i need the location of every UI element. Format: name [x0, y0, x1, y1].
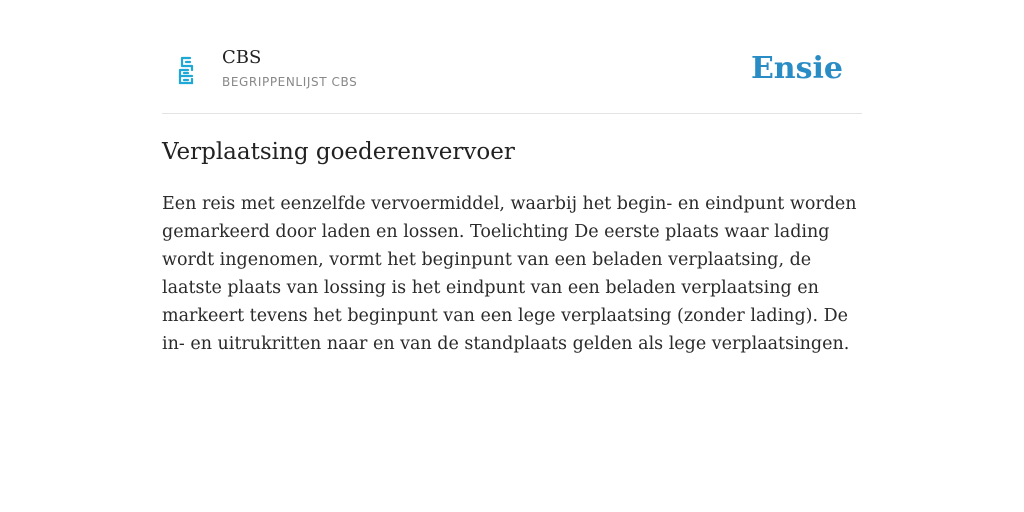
header — [162, 40, 862, 114]
source-name[interactable]: CBS — [222, 47, 262, 68]
ensie-brand-link[interactable]: Ensie — [750, 51, 843, 86]
source-subtitle: BEGRIPPENLIJST CBS — [222, 75, 358, 89]
term-definition: Een reis met eenzelfde vervoermiddel, waarbij het begin- en eindpunt worden gemarkeerd door laden en lossen. Toelichting De eerste plaats waar lading wordt ingenomen, vormt het beginpunt van een beladen verplaatsing, de laatste plaats van lossing is het eindpunt van een beladen verplaatsing en markeert tevens het beginpunt van een lege verplaatsing (zonder lading). De in- en uitrukritten naar en van de standplaats gelden als lege verplaatsingen. — [162, 194, 857, 354]
cbs-logo-icon[interactable] — [176, 56, 196, 86]
term-title: Verplaatsing goederenvervoer — [162, 139, 515, 165]
cbs-logo-top — [182, 58, 192, 70]
cbs-logo-middle — [180, 70, 192, 76]
